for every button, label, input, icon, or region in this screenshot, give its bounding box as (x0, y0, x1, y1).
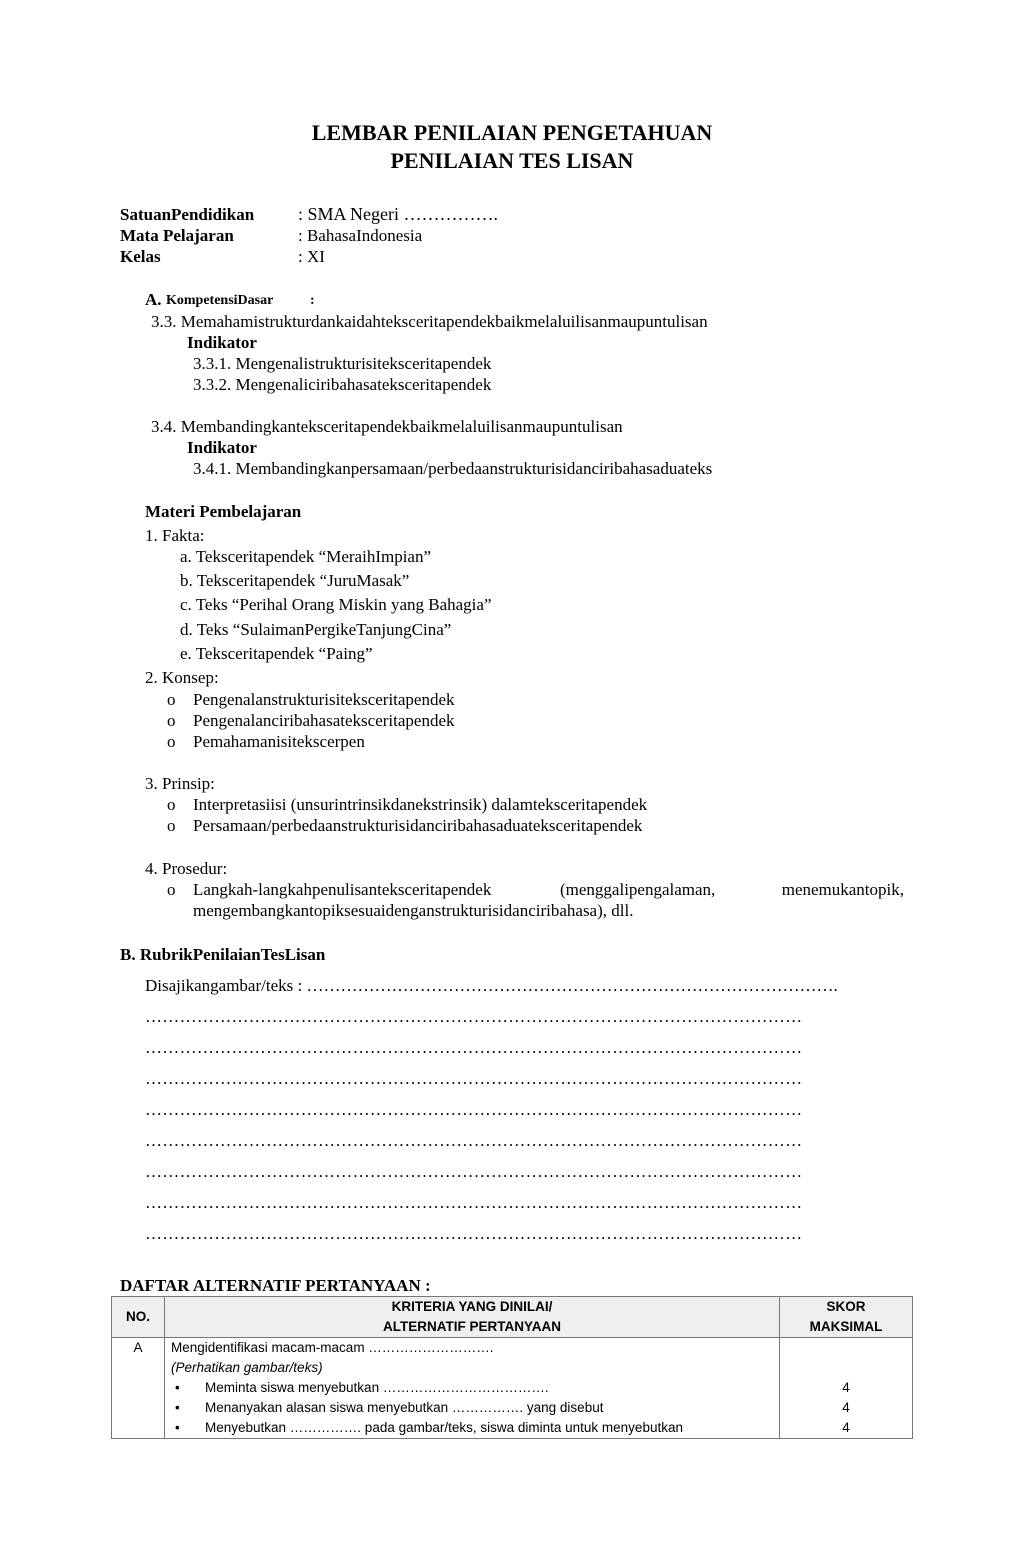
header-skor-line1: SKOR (826, 1299, 866, 1314)
answer-dotted-line: …………………………………………………………………………………………………… (145, 1224, 803, 1243)
kd-3-3: 3.3. Memahamistrukturdankaidahteksceritapendekbaikmelaluilisanmaupuntulisan (151, 312, 708, 331)
indikator-heading-2: Indikator (187, 438, 257, 457)
header-skor-line2: MAKSIMAL (809, 1319, 883, 1334)
bullet-mark: o (167, 795, 176, 814)
document-title: LEMBAR PENILAIAN PENGETAHUAN (311, 120, 713, 145)
indikator-heading-1: Indikator (187, 333, 257, 352)
meta-label-kelas: Kelas (120, 247, 161, 266)
konsep-item: Pengenalanstrukturisiteksceritapendek (193, 690, 455, 709)
row-no: A (112, 1338, 165, 1439)
list-item (171, 1398, 773, 1418)
list-item (171, 1418, 773, 1438)
list-item (171, 1378, 773, 1398)
bullet-mark: o (167, 880, 176, 899)
fakta-item: e. Teksceritapendek “Paing” (180, 644, 373, 663)
prinsip-item: Interpretasiisi (unsurintrinsikdanekstrinsik) dalamteksceritapendek (193, 795, 648, 814)
indikator-3-3-2: 3.3.2. Mengenaliciribahasateksceritapendek (193, 375, 492, 394)
prosedur-text-line2: mengembangkantopiksesuaidenganstrukturisidanciribahasa), dll. (193, 901, 634, 920)
kd-3-4: 3.4. Membandingkanteksceritapendekbaikmelaluilisanmaupuntulisan (151, 417, 623, 436)
bullet-mark: • (175, 1380, 180, 1395)
disajikan-line: Disajikangambar/teks : …………………………………………………………………………………. (145, 976, 838, 995)
prosedur-text-part2: (menggalipengalaman, (560, 880, 716, 899)
bullet-mark: o (167, 690, 176, 709)
item-text: Meminta siswa menyebutkan ………………………………. (205, 1380, 549, 1395)
section-a-letter: A. (145, 290, 162, 309)
indikator-3-3-1: 3.3.1. Mengenalistrukturisiteksceritapendek (193, 354, 492, 373)
konsep-item: Pengenalanciribahasateksceritapendek (193, 711, 455, 730)
answer-dotted-line: …………………………………………………………………………………………………… (145, 1162, 803, 1181)
bullet-mark: o (167, 732, 176, 751)
table-header-row (112, 1297, 913, 1338)
row-skor (780, 1338, 913, 1439)
meta-label-mapel: Mata Pelajaran (120, 226, 234, 245)
indikator-3-4-1: 3.4.1. Membandingkanpersamaan/perbedaanstrukturisidanciribahasaduateks (193, 459, 713, 478)
table-row (112, 1338, 913, 1439)
fakta-heading: 1. Fakta: (145, 526, 205, 545)
prosedur-heading: 4. Prosedur: (145, 859, 228, 878)
answer-dotted-line: …………………………………………………………………………………………………… (145, 1007, 803, 1026)
answer-dotted-line: …………………………………………………………………………………………………… (145, 1131, 803, 1150)
item-text: Menanyakan alasan siswa menyebutkan ……………. yang disebut (205, 1400, 604, 1415)
document-subtitle: PENILAIAN TES LISAN (390, 148, 634, 173)
answer-dotted-line: …………………………………………………………………………………………………… (145, 1193, 803, 1212)
prosedur-text-part3: menemukantopik, (781, 880, 904, 899)
header-kriteria (165, 1297, 780, 1338)
meta-value-satuan: : SMA Negeri ……………. (298, 204, 498, 224)
skor-value: 4 (842, 1400, 850, 1415)
row-kriteria (165, 1338, 780, 1439)
section-b-title: B. RubrikPenilaianTesLisan (120, 945, 326, 964)
bullet-mark: • (175, 1420, 180, 1435)
header-kriteria-line1: KRITERIA YANG DINILAI/ (391, 1299, 553, 1314)
konsep-heading: 2. Konsep: (145, 668, 219, 687)
row-line1: Mengidentifikasi macam-macam ………………………. (171, 1340, 494, 1355)
materi-title: Materi Pembelajaran (145, 502, 302, 521)
bullet-mark: o (167, 711, 176, 730)
section-a-title: KompetensiDasar (166, 293, 274, 308)
prinsip-item: Persamaan/perbedaanstrukturisidanciribahasaduateksceritapendek (193, 816, 643, 835)
fakta-item: a. Teksceritapendek “MeraihImpian” (180, 547, 432, 566)
section-a-colon: : (310, 293, 315, 308)
answer-dotted-line: …………………………………………………………………………………………………… (145, 1038, 803, 1057)
fakta-item: d. Teks “SulaimanPergikeTanjungCina” (180, 620, 452, 639)
skor-value: 4 (842, 1420, 850, 1435)
rubric-table (111, 1296, 913, 1439)
row-line2: (Perhatikan gambar/teks) (171, 1360, 323, 1375)
header-kriteria-line2: ALTERNATIF PERTANYAAN (383, 1319, 561, 1334)
fakta-item: c. Teks “Perihal Orang Miskin yang Bahagia” (180, 595, 492, 614)
konsep-item: Pemahamanisitekscerpen (193, 732, 365, 751)
bullet-mark: o (167, 816, 176, 835)
prosedur-text-part1: Langkah-langkahpenulisanteksceritapendek (193, 880, 492, 899)
header-skor (780, 1297, 913, 1338)
meta-value-kelas: : XI (298, 247, 325, 266)
prinsip-heading: 3. Prinsip: (145, 774, 215, 793)
daftar-title: DAFTAR ALTERNATIF PERTANYAAN : (120, 1276, 431, 1295)
skor-value: 4 (842, 1380, 850, 1395)
answer-dotted-line: …………………………………………………………………………………………………… (145, 1100, 803, 1119)
meta-value-mapel: : BahasaIndonesia (298, 226, 423, 245)
meta-label-satuan: SatuanPendidikan (120, 205, 255, 224)
fakta-item: b. Teksceritapendek “JuruMasak” (180, 571, 410, 590)
header-no: NO. (112, 1297, 165, 1338)
bullet-mark: • (175, 1400, 180, 1415)
skor-spacer (786, 1338, 906, 1378)
item-text: Menyebutkan ……………. pada gambar/teks, siswa diminta untuk menyebutkan (205, 1420, 683, 1435)
answer-dotted-line: …………………………………………………………………………………………………… (145, 1069, 803, 1088)
